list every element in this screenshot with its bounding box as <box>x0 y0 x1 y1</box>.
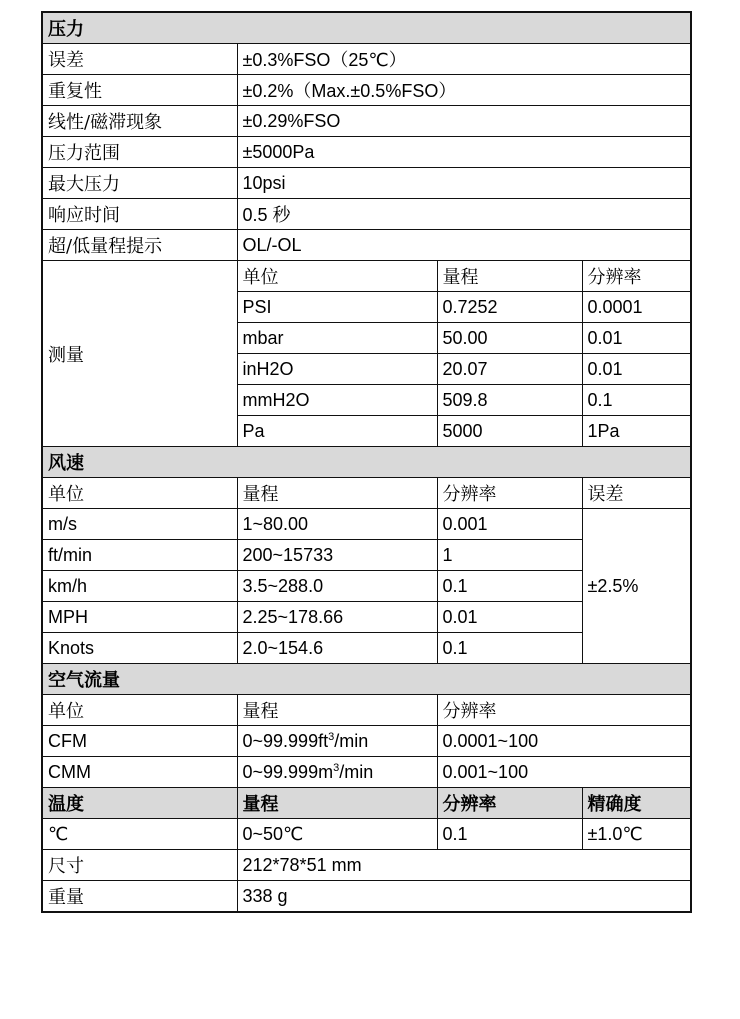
accuracy-cell: ±1.0℃ <box>582 819 691 850</box>
wind-row <box>42 509 691 540</box>
section-title: 空气流量 <box>42 664 691 695</box>
range-unit: /min <box>334 730 369 751</box>
airflow-header-row <box>42 695 691 726</box>
range-superscript: 3 <box>333 761 340 774</box>
resolution-cell: 0.0001 <box>582 292 691 323</box>
unit-cell: km/h <box>42 571 237 602</box>
spec-value: 338 g <box>237 881 691 913</box>
range-cell: 50.00 <box>437 323 582 354</box>
section-header-pressure <box>42 12 691 44</box>
airflow-row <box>42 757 691 788</box>
spec-value: 0.5 秒 <box>237 199 691 230</box>
column-header: 量程 <box>437 261 582 292</box>
measure-label: 测量 <box>42 261 237 447</box>
unit-cell: mbar <box>237 323 437 354</box>
spec-table <box>41 11 692 913</box>
spec-label: 响应时间 <box>42 199 237 230</box>
spec-label: 尺寸 <box>42 850 237 881</box>
spec-label: 压力范围 <box>42 137 237 168</box>
column-header: 量程 <box>237 788 437 819</box>
range-cell: 3.5~288.0 <box>237 571 437 602</box>
column-header: 分辨率 <box>437 788 582 819</box>
range-text: 0~99.999m <box>242 761 334 782</box>
spec-value: ±0.2%（Max.±0.5%FSO） <box>237 75 691 106</box>
resolution-cell: 0.001 <box>437 509 582 540</box>
column-header: 分辨率 <box>437 478 582 509</box>
section-title: 压力 <box>42 12 691 44</box>
range-text: 0~99.999ft <box>242 730 329 751</box>
column-header: 误差 <box>582 478 691 509</box>
unit-cell: MPH <box>42 602 237 633</box>
unit-cell: ft/min <box>42 540 237 571</box>
column-header: 分辨率 <box>437 695 691 726</box>
resolution-cell: 1Pa <box>582 416 691 447</box>
column-header: 单位 <box>237 261 437 292</box>
spec-value: 212*78*51 mm <box>237 850 691 881</box>
spec-row <box>42 106 691 137</box>
range-cell: 2.25~178.66 <box>237 602 437 633</box>
spec-row <box>42 168 691 199</box>
spec-row <box>42 850 691 881</box>
unit-cell: ℃ <box>42 819 237 850</box>
range-cell <box>237 757 437 788</box>
spec-row <box>42 44 691 75</box>
column-header: 单位 <box>42 478 237 509</box>
spec-label: 最大压力 <box>42 168 237 199</box>
section-header-temperature <box>42 788 691 819</box>
spec-label: 超/低量程提示 <box>42 230 237 261</box>
spec-value: 10psi <box>237 168 691 199</box>
section-title: 风速 <box>42 447 691 478</box>
column-header: 温度 <box>42 788 237 819</box>
section-header-wind <box>42 447 691 478</box>
temperature-row <box>42 819 691 850</box>
column-header: 量程 <box>237 695 437 726</box>
range-cell: 0~50℃ <box>237 819 437 850</box>
spec-value: ±0.29%FSO <box>237 106 691 137</box>
resolution-cell: 0.01 <box>582 354 691 385</box>
range-cell: 1~80.00 <box>237 509 437 540</box>
resolution-cell: 0.1 <box>582 385 691 416</box>
spec-row <box>42 230 691 261</box>
unit-cell: m/s <box>42 509 237 540</box>
section-header-airflow <box>42 664 691 695</box>
range-cell <box>237 726 437 757</box>
column-header: 精确度 <box>582 788 691 819</box>
spec-row <box>42 137 691 168</box>
spec-value: ±0.3%FSO（25℃） <box>237 44 691 75</box>
range-cell: 200~15733 <box>237 540 437 571</box>
resolution-cell: 0.01 <box>582 323 691 354</box>
spec-row <box>42 75 691 106</box>
spec-label: 重量 <box>42 881 237 913</box>
range-cell: 20.07 <box>437 354 582 385</box>
unit-cell: Knots <box>42 633 237 664</box>
range-cell: 2.0~154.6 <box>237 633 437 664</box>
resolution-cell: 0.0001~100 <box>437 726 691 757</box>
spec-table-body <box>42 12 691 912</box>
spec-label: 线性/磁滞现象 <box>42 106 237 137</box>
range-unit: /min <box>339 761 374 782</box>
unit-cell: mmH2O <box>237 385 437 416</box>
resolution-cell: 0.1 <box>437 633 582 664</box>
measure-header-row <box>42 261 691 292</box>
spec-row <box>42 881 691 913</box>
spec-row <box>42 199 691 230</box>
resolution-cell: 0.01 <box>437 602 582 633</box>
column-header: 分辨率 <box>582 261 691 292</box>
unit-cell: CMM <box>42 757 237 788</box>
resolution-cell: 0.001~100 <box>437 757 691 788</box>
unit-cell: Pa <box>237 416 437 447</box>
column-header: 量程 <box>237 478 437 509</box>
range-cell: 5000 <box>437 416 582 447</box>
resolution-cell: 1 <box>437 540 582 571</box>
unit-cell: inH2O <box>237 354 437 385</box>
resolution-cell: 0.1 <box>437 819 582 850</box>
resolution-cell: 0.1 <box>437 571 582 602</box>
range-cell: 0.7252 <box>437 292 582 323</box>
accuracy-cell: ±2.5% <box>582 509 691 664</box>
unit-cell: PSI <box>237 292 437 323</box>
spec-value: OL/-OL <box>237 230 691 261</box>
spec-label: 误差 <box>42 44 237 75</box>
range-superscript: 3 <box>328 730 335 743</box>
range-cell: 509.8 <box>437 385 582 416</box>
column-header: 单位 <box>42 695 237 726</box>
unit-cell: CFM <box>42 726 237 757</box>
airflow-row <box>42 726 691 757</box>
spec-label: 重复性 <box>42 75 237 106</box>
spec-value: ±5000Pa <box>237 137 691 168</box>
wind-header-row <box>42 478 691 509</box>
